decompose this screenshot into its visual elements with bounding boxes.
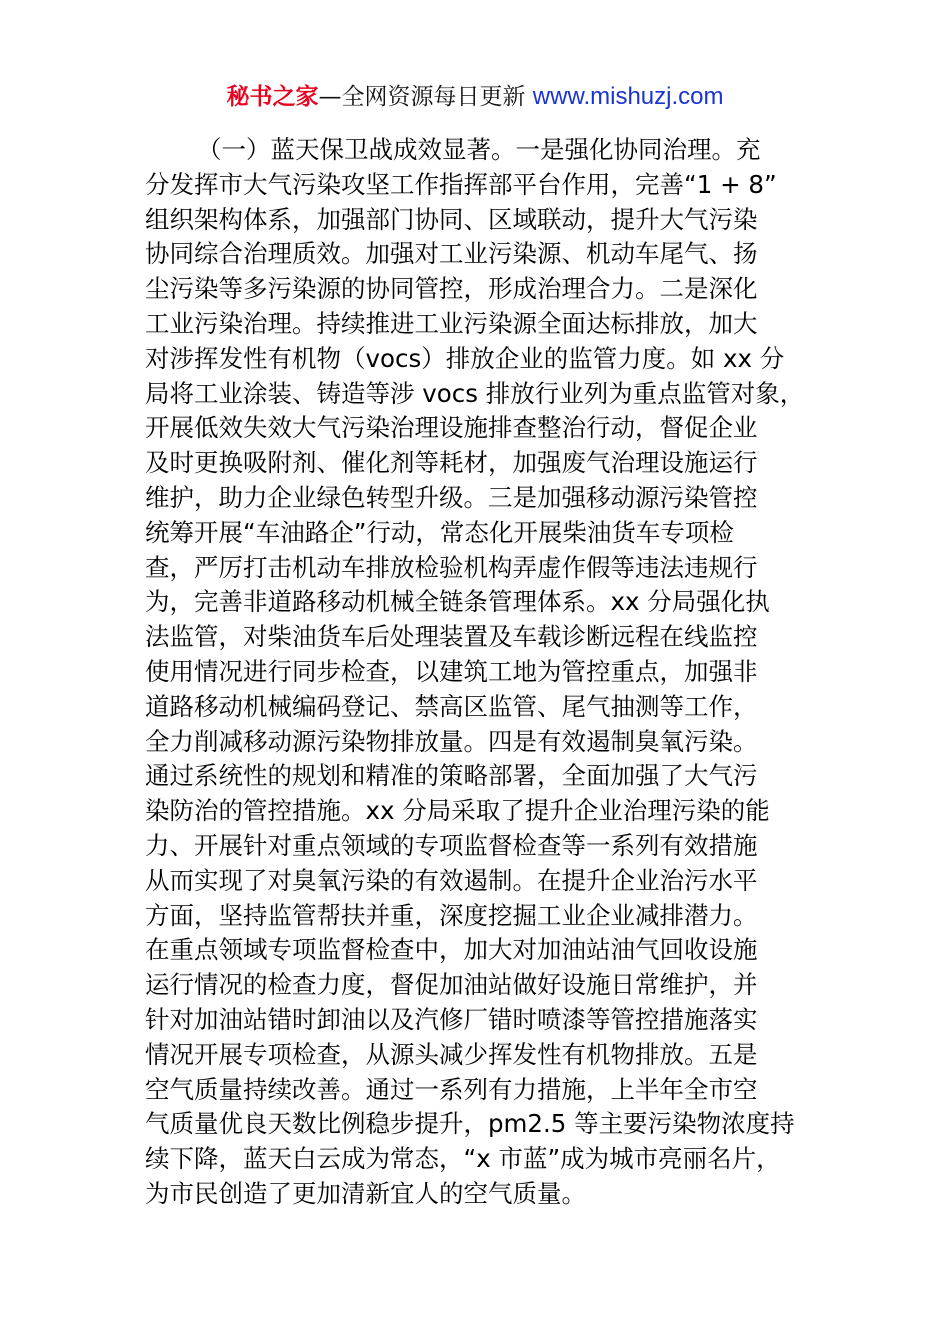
text-line: 法监管，对柴油货车后处理装置及车载诊断远程在线监控	[145, 622, 758, 652]
text-line: 空气质量持续改善。通过一系列有力措施，上半年全市空	[145, 1074, 758, 1104]
text-line: 维护，助力企业绿色转型升级。三是加强移动源污染管控	[145, 482, 758, 512]
text-line: 在重点领域专项监督检查中，加大对加油站油气回收设施	[145, 935, 758, 965]
document-body	[145, 133, 835, 1212]
text-line: 统筹开展“车油路企”行动，常态化开展柴油货车专项检	[145, 517, 734, 547]
text-line: 及时更换吸附剂、催化剂等耗材，加强废气治理设施运行	[145, 448, 758, 478]
text-line: （一）蓝天保卫战成效显著。一是强化协同治理。充	[197, 135, 761, 164]
text-line: 局将工业涂装、铸造等涉 vocs 排放行业列为重点监管对象，	[145, 378, 805, 408]
text-line: 道路移动机械编码登记、禁高区监管、尾气抽测等工作，	[145, 691, 758, 721]
text-line: 全力削减移动源污染物排放量。四是有效遏制臭氧污染。	[145, 726, 758, 756]
text-line: 运行情况的检查力度，督促加油站做好设施日常维护，并	[145, 970, 758, 1000]
text-line: 尘污染等多污染源的协同管控，形成治理合力。二是深化	[145, 274, 758, 304]
site-brand: 秘书之家	[226, 84, 319, 110]
text-line: 续下降，蓝天白云成为常态，“x 市蓝”成为城市亮丽名片，	[145, 1144, 781, 1174]
text-line: 方面，坚持监管帮扶并重，深度挖掘工业企业减排潜力。	[145, 900, 758, 930]
text-line: 组织架构体系，加强部门协同、区域联动，提升大气污染	[145, 204, 758, 234]
text-line: 为，完善非道路移动机械全链条管理体系。xx 分局强化执	[145, 587, 770, 617]
site-url-link[interactable]: www.mishuzj.com	[532, 83, 724, 110]
site-tagline: —全网资源每日更新	[318, 84, 526, 110]
text-line: 为市民创造了更加清新宜人的空气质量。	[145, 1178, 586, 1208]
text-line: 力、开展针对重点领域的专项监督检查等一系列有效措施	[145, 830, 758, 860]
text-line: 查，严厉打击机动车排放检验机构弄虚作假等违法违规行	[145, 552, 758, 582]
text-line: 使用情况进行同步检查，以建筑工地为管控重点，加强非	[145, 656, 758, 686]
text-line: 气质量优良天数比例稳步提升，pm2.5 等主要污染物浓度持	[145, 1109, 795, 1139]
text-line: 协同综合治理质效。加强对工业污染源、机动车尾气、扬	[145, 239, 758, 269]
text-line: 针对加油站错时卸油以及汽修厂错时喷漆等管控措施落实	[145, 1004, 758, 1034]
text-line: 对涉挥发性有机物（vocs）排放企业的监管力度。如 xx 分	[145, 343, 785, 373]
text-line: 从而实现了对臭氧污染的有效遏制。在提升企业治污水平	[145, 865, 758, 895]
text-line: 情况开展专项检查，从源头减少挥发性有机物排放。五是	[145, 1039, 758, 1069]
text-line: 通过系统性的规划和精准的策略部署，全面加强了大气污	[145, 761, 758, 791]
text-line: 分发挥市大气污染攻坚工作指挥部平台作用，完善“1 + 8”	[145, 169, 777, 199]
text-line: 染防治的管控措施。xx 分局采取了提升企业治理污染的能	[145, 796, 770, 826]
site-header	[0, 82, 950, 112]
text-line: 工业污染治理。持续推进工业污染源全面达标排放，加大	[145, 308, 758, 338]
text-line: 开展低效失效大气污染治理设施排查整治行动，督促企业	[145, 413, 758, 443]
